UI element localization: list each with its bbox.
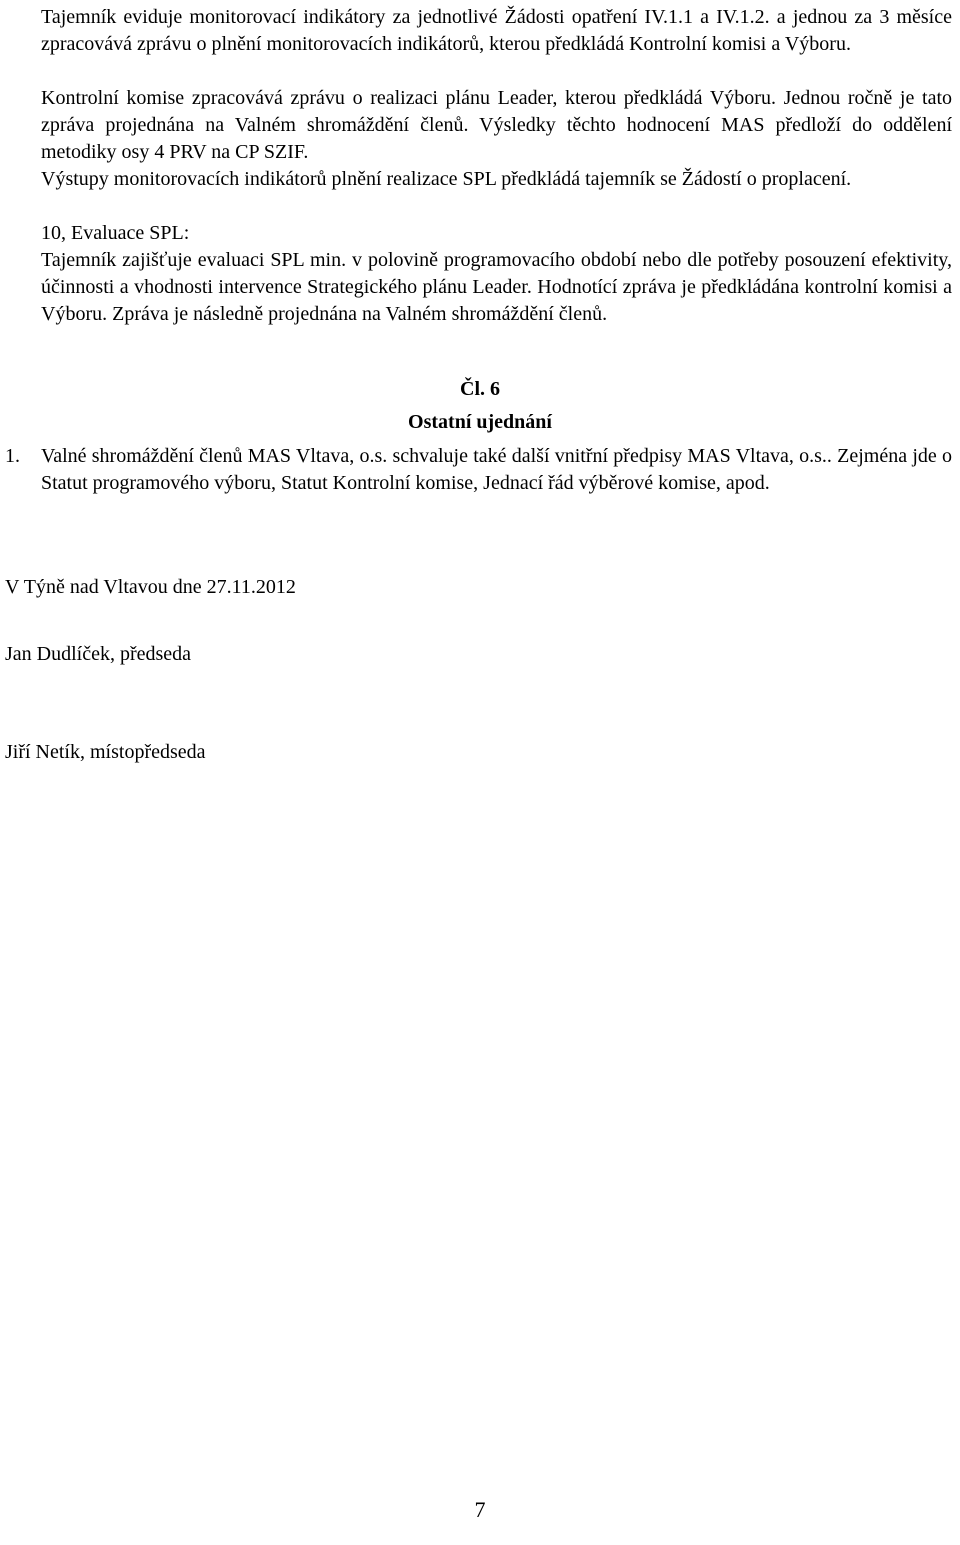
list-item-number: 1.: [5, 445, 20, 467]
list-item: [5, 443, 952, 497]
paragraph-evaluation: Tajemník zajišťuje evaluaci SPL min. v polovině programovacího období nebo dle potřeby posouzení efektivity, účinnosti a vhodnosti intervence Strategického plánu Leader. Hodnotící zpráva je předkládána kontrolní komisi a Výboru. Zpráva je následně projednána na Valném shromáždění členů.: [41, 249, 952, 325]
paragraph-monitoring-indicators: [41, 4, 952, 58]
signatory-chairman: Jan Dudlíček, předseda: [5, 643, 192, 665]
signatory-vice-chairman: Jiří Netík, místopředseda: [5, 741, 206, 763]
page-number: 7: [474, 1497, 486, 1522]
section-heading-evaluation: 10, Evaluace SPL:: [41, 222, 190, 244]
place-and-date: V Týně nad Vltavou dne 27.11.2012: [5, 576, 296, 598]
paragraph-indicator-outputs: Výstupy monitorovacích indikátorů plnění realizace SPL předkládá tajemník se Žádostí o proplacení.: [41, 168, 852, 190]
paragraph-text: Tajemník eviduje monitorovací indikátory za jednotlivé Žádosti opatření IV.1.1 a IV.1.2. a jednou za 3 měsíce zpracovává zprávu o plnění monitorovacích indikátorů, kterou předkládá Kontrolní komisi a Výboru.: [41, 6, 952, 55]
list-item-text: Valné shromáždění členů MAS Vltava, o.s. schvaluje také další vnitřní předpisy MAS Vltava, o.s.. Zejména jde o Statut programového výboru, Statut Kontrolní komise, Jednací řád výběrové komise, apod.: [41, 445, 952, 494]
paragraph-control-committee: Kontrolní komise zpracovává zprávu o realizaci plánu Leader, kterou předkládá Výboru. Jednou ročně je tato zpráva projednána na Valném shromáždění členů. Výsledky těchto hodnocení MAS předloží do oddělení metodiky osy 4 PRV na CP SZIF.: [41, 87, 952, 163]
article-title: Ostatní ujednání: [408, 411, 552, 433]
article-number: Čl. 6: [460, 378, 500, 400]
